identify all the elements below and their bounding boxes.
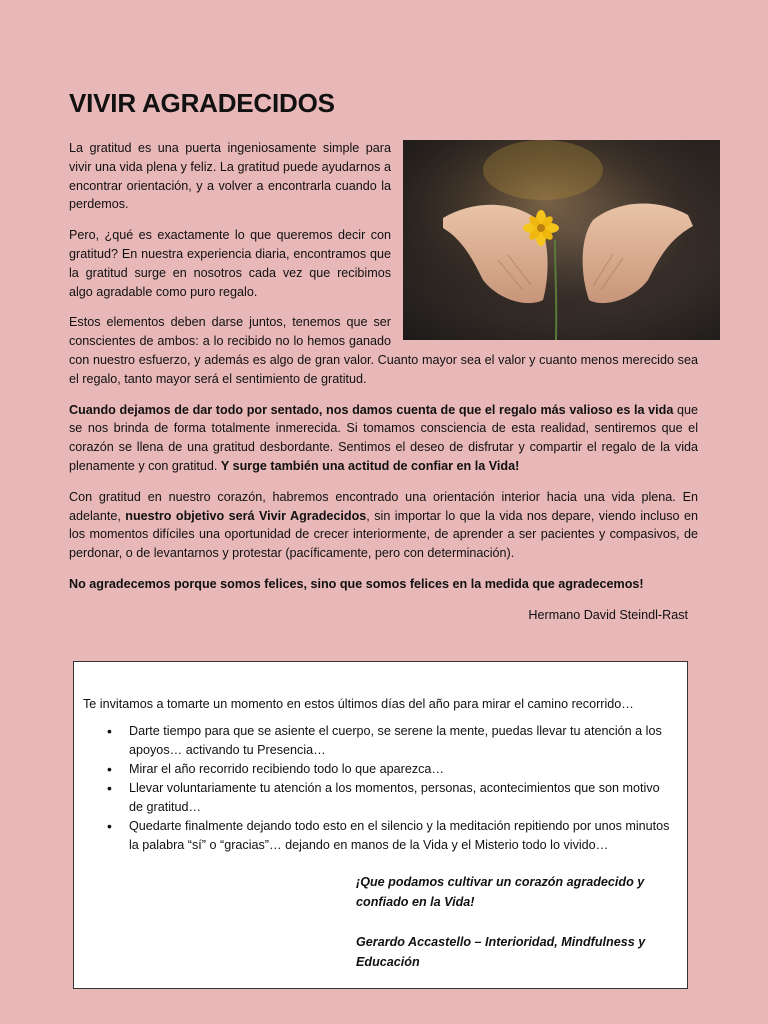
list-item: • Mirar el año recorrido recibiendo todo lo que aparezca… xyxy=(129,760,677,779)
invitation-intro: Te invitamos a tomarte un momento en estos últimos días del año para mirar el camino recorrido… xyxy=(83,697,634,711)
list-item: • Llevar voluntariamente tu atención a los momentos, personas, acontecimientos que son motivo de gratitud… xyxy=(129,779,677,817)
paragraph-5 xyxy=(69,488,698,563)
signature: Gerardo Accastello – Interioridad, Mindfulness y Educación xyxy=(356,935,646,969)
paragraph-1: La gratitud es una puerta ingeniosamente simple para vivir una vida plena y feliz. La gratitud puede ayudarnos a encontrar orientación, y a volver a encontrarla cuando la perdemos. xyxy=(69,141,391,212)
author: Hermano David Steindl-Rast xyxy=(528,607,688,622)
list-item: • Darte tiempo para que se asiente el cuerpo, se serene la mente, puedas llevar tu atención a los apoyos… activando tu Presencia… xyxy=(129,722,677,760)
list-item: • Quedarte finalmente dejando todo esto en el silencio y la meditación repitiendo por unos minutos la palabra “sí” o “gracias”… dejando en manos de la Vida y el Misterio todo lo vivido… xyxy=(129,817,677,855)
paragraph-4-bold-end: Y surge también una actitud de confiar en la Vida! xyxy=(220,458,520,473)
paragraph-3: Estos elementos deben darse juntos, tenemos que ser conscientes de ambos: a lo recibido no lo hemos ganado con nuestro esfuerzo, y además es algo de gran valor. Cuanto mayor sea el valor y cuanto menos merecido sea el regalo, tanto mayor será el sentimiento de gratitud. xyxy=(69,315,698,386)
invitation-list xyxy=(83,722,677,855)
paragraph-5-end: , sin importar lo que la vida nos depare, viendo incluso en los momentos difíciles una oportunidad de crecer interiormente, de aprender a ser pacientes y compasivos, de perdonar, o de levantarnos y protestar (pacíficamente, pero con determinación). xyxy=(69,508,698,561)
wish-text: ¡Que podamos cultivar un corazón agradecido y confiado en la Vida! xyxy=(356,875,645,909)
invitation-box xyxy=(73,661,688,989)
paragraph-4-bold-start: Cuando dejamos de dar todo por sentado, nos damos cuenta de que el regalo más valioso es la vida xyxy=(69,402,674,417)
paragraph-6 xyxy=(69,575,698,594)
closing-block xyxy=(356,872,656,972)
paragraph-5-bold: nuestro objetivo será Vivir Agradecidos xyxy=(125,508,367,523)
open-hands-holding-yellow-flower-icon xyxy=(403,140,720,340)
article xyxy=(69,139,698,637)
paragraph-2: Pero, ¿qué es exactamente lo que queremos decir con gratitud? En nuestra experiencia diaria, encontramos que la gratitud surge en nosotros cada vez que recibimos algo agradable como puro regalo. xyxy=(69,228,391,299)
paragraph-4 xyxy=(69,401,698,476)
paragraph-5-start: Con gratitud en nuestro corazón, habremos encontrado una orientación interior hacia una vida plena. En adelante, xyxy=(69,489,698,523)
page-title: VIVIR AGRADECIDOS xyxy=(69,88,335,118)
hands-flower-photo xyxy=(403,140,720,340)
closing-quote: No agradecemos porque somos felices, sino que somos felices en la medida que agradecemos! xyxy=(69,576,644,591)
paragraph-4-middle: que se nos brinda de forma totalmente inmerecida. Si tomamos consciencia de esta realidad, sentiremos que el corazón se llena de una gratitud desbordante. Sentimos el deseo de disfrutar y compartir el regalo de la vida plenamente y con gratitud. xyxy=(69,402,698,473)
